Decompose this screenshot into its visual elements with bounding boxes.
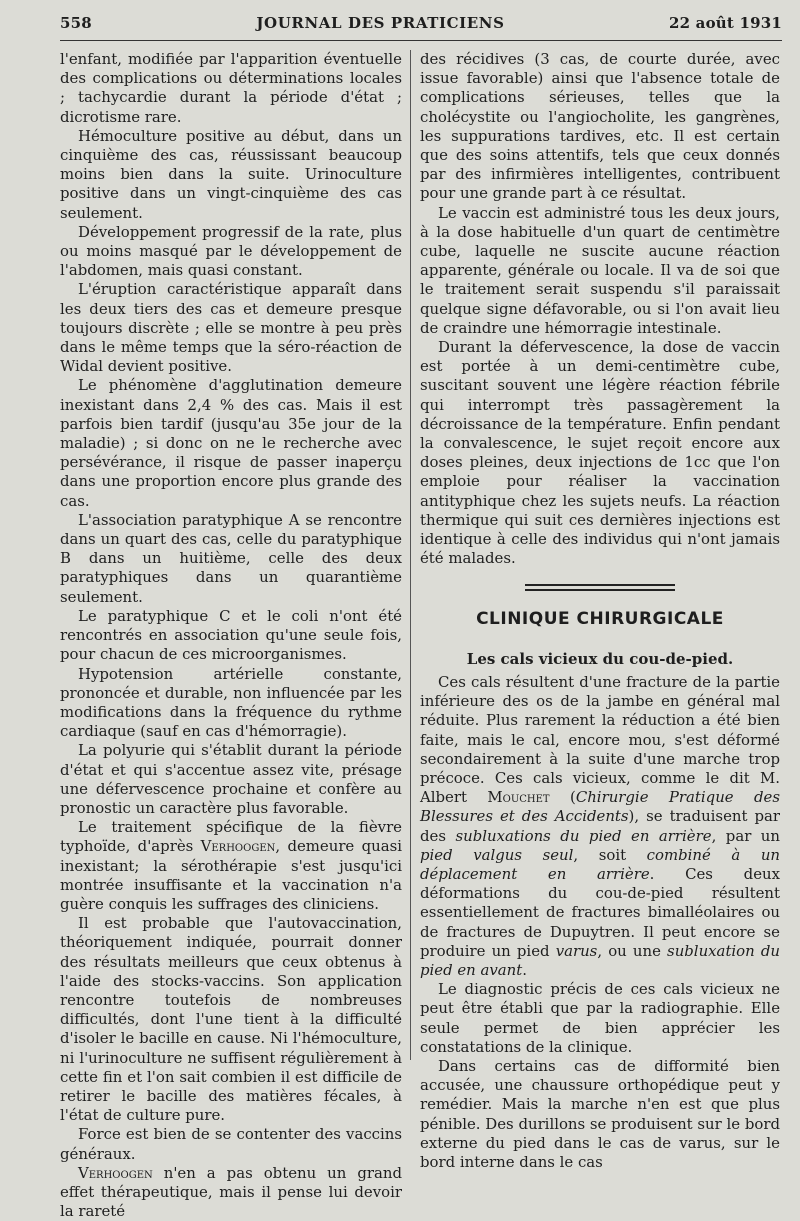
paragraph: Hémoculture positive au début, dans un cinquième des cas, réussissant beaucoup moins bien dans la suite. Urinoculture positive dans un vingt-cinquième des cas seulement. xyxy=(60,126,402,222)
text-span: Le traitement spécifique de la fièvre typhoïde, d'après xyxy=(60,818,402,856)
paragraph xyxy=(420,673,780,980)
text-span: Ces cals résultent d'une fracture de la partie inférieure des os de la jambe en général mal réduite. Plus rarement la réduction a été bien faite, mais le cal, encore mou, s'est déformé secondairement à la suite d'une marche trop précoce. Ces cals vicieux, comme le dit M. Albert xyxy=(420,672,780,807)
author-name: Verhoogen xyxy=(200,837,276,856)
italic-term: pied valgus seul xyxy=(420,845,574,864)
paragraph xyxy=(60,1164,402,1221)
italic-term: varus xyxy=(555,941,598,960)
text-span: n'en a pas obtenu un grand effet thérapeutique, mais il pense lui devoir la rareté xyxy=(60,1163,402,1221)
paragraph: L'association paratyphique A se rencontre dans un quart des cas, celle du paratyphique B dans un huitième, celle des deux paratyphiques dans un quarantième seulement. xyxy=(60,510,402,606)
author-name: Verhoogen xyxy=(78,1163,153,1182)
book-title: Chirurgie Pratique des Blessures et des Accidents xyxy=(420,788,781,826)
header-rule xyxy=(60,40,782,41)
paragraph: Hypotension artérielle constante, prononcée et durable, non influencée par les modifications dans la fréquence du rythme cardiaque (sauf en cas d'hémorragie). xyxy=(60,664,402,741)
article-title: Les cals vicieux du cou-de-pied. xyxy=(466,649,734,668)
journal-title: JOURNAL DES PRATICIENS xyxy=(256,14,505,32)
text-span: ), se traduisent par des xyxy=(420,807,780,845)
paragraph: Durant la défervescence, la dose de vaccin est portée à un demi-centimètre cube, suscitant souvent une légère réaction fébrile qui interrompt très passagèrement la décroissance de la température. Enfin pendant la convalescence, le sujet reçoit encore aux doses pleines, deux injections de 1cc que l'on emploie pour réaliser la vaccination antityphique chez les sujets neufs. La réaction thermique qui suit ces dernières injections est identique à celle des individus qui n'ont jamais été malades. xyxy=(420,338,780,568)
paragraph: L'éruption caractéristique apparaît dans les deux tiers des cas et demeure presque toujours discrète ; elle se montre à peu près dans le même temps que la séro-réaction de Widal devient positive. xyxy=(60,280,402,376)
text-span: , demeure quasi inexistant; la sérothérapie s'est jusqu'ici montrée insuffisante et la vaccination n'a guère conquis les suffrages des cliniciens. xyxy=(60,837,402,913)
paragraph: des récidives (3 cas, de courte durée, avec issue favorable) ainsi que l'absence totale de complications sérieuses, telles que la cholécystite ou l'angiocholite, les gangrènes, les suppurations tardives, etc. Il est certain que des soins attentifs, tels que ceux donnés par des infirmières intelligentes, contribuent pour une grande part à ce résultat. xyxy=(420,50,780,203)
page-number: 558 xyxy=(60,14,92,32)
paragraph: Le diagnostic précis de ces cals vicieux ne peut être établi que par la radiographie. Elle seule permet de bien apprécier les constatations de la clinique. xyxy=(420,980,780,1056)
text-span: . xyxy=(522,960,527,979)
italic-term: combiné à un déplacement en arrière xyxy=(420,845,781,883)
paragraph: Dans certains cas de difformité bien accusée, une chaussure orthopédique peut y remédier. Mais la marche n'en est que plus pénible. Des durillons se produisent sur le bord externe du pied dans le cas de varus, sur le bord interne dans le cas xyxy=(420,1056,780,1171)
section-separator xyxy=(420,574,780,602)
left-column xyxy=(60,50,402,1221)
author-name: Mouchet xyxy=(487,788,550,807)
running-header xyxy=(60,14,782,38)
paragraph: Il est probable que l'autovaccination, théoriquement indiquée, pourrait donner des résultats meilleurs que ceux obtenus à l'aide des stocks-vaccins. Son application rencontre toutefois de nombreuses difficultés, dont l'une tient à la difficulté d'isoler le bacille en cause. Ni l'hémoculture, ni l'urinoculture ne suffisent régulièrement à cette fin et l'on sait combien il est difficile de retirer le bacille des matières fécales, à l'état de culture pure. xyxy=(60,914,402,1125)
text-span: . Ces deux déformations du cou-de-pied résultent essentiellement de fractures bimalléolaires ou de fractures de Dupuytren. Il peut encore se produire un pied xyxy=(420,864,780,960)
paragraph: l'enfant, modifiée par l'apparition éventuelle des complications ou déterminations locales ; tachycardie durant la période d'état ; dicrotisme rare. xyxy=(60,50,402,126)
paragraph: Développement progressif de la rate, plus ou moins masqué par le développement de l'abdomen, mais quasi constant. xyxy=(60,222,402,280)
paragraph: La polyurie qui s'établit durant la période d'état et qui s'accentue assez vite, présage une défervescence prochaine et confère au pronostic un caractère plus favorable. xyxy=(60,741,402,817)
paragraph xyxy=(60,818,402,914)
section-title: CLINIQUE CHIRURGICALE xyxy=(476,609,724,630)
paragraph: Force est bien de se contenter des vaccins généraux. xyxy=(60,1125,402,1163)
text-span: ( xyxy=(549,788,576,807)
column-divider xyxy=(410,50,411,1060)
paragraph: Le phénomène d'agglutination demeure inexistant dans 2,4 % des cas. Mais il est parfois bien tardif (jusqu'au 35e jour de la maladie) ; si donc on ne le recherche avec persévérance, il risque de passer inaperçu dans une proportion encore plus grande des cas. xyxy=(60,376,402,510)
paragraph: Le vaccin est administré tous les deux jours, à la dose habituelle d'un quart de centimètre cube, laquelle ne suscite aucune réaction apparente, générale ou locale. Il va de soi que le traitement serait suspendu s'il paraissait quelque signe défavorable, ou si l'on avait lieu de craindre une hémorragie intestinale. xyxy=(420,203,780,337)
right-column xyxy=(420,50,780,1172)
paragraph: Le paratyphique C et le coli n'ont été rencontrés en association qu'une seule fois, pour chacun de ces microorganismes. xyxy=(60,606,402,664)
text-span: , par un xyxy=(711,826,780,845)
text-span: , soit xyxy=(573,845,647,864)
italic-term: subluxations du pied en arrière xyxy=(455,826,712,845)
text-span: , ou une xyxy=(597,941,668,960)
italic-term: subluxation du pied en avant xyxy=(420,941,781,979)
issue-date: 22 août 1931 xyxy=(668,14,782,32)
